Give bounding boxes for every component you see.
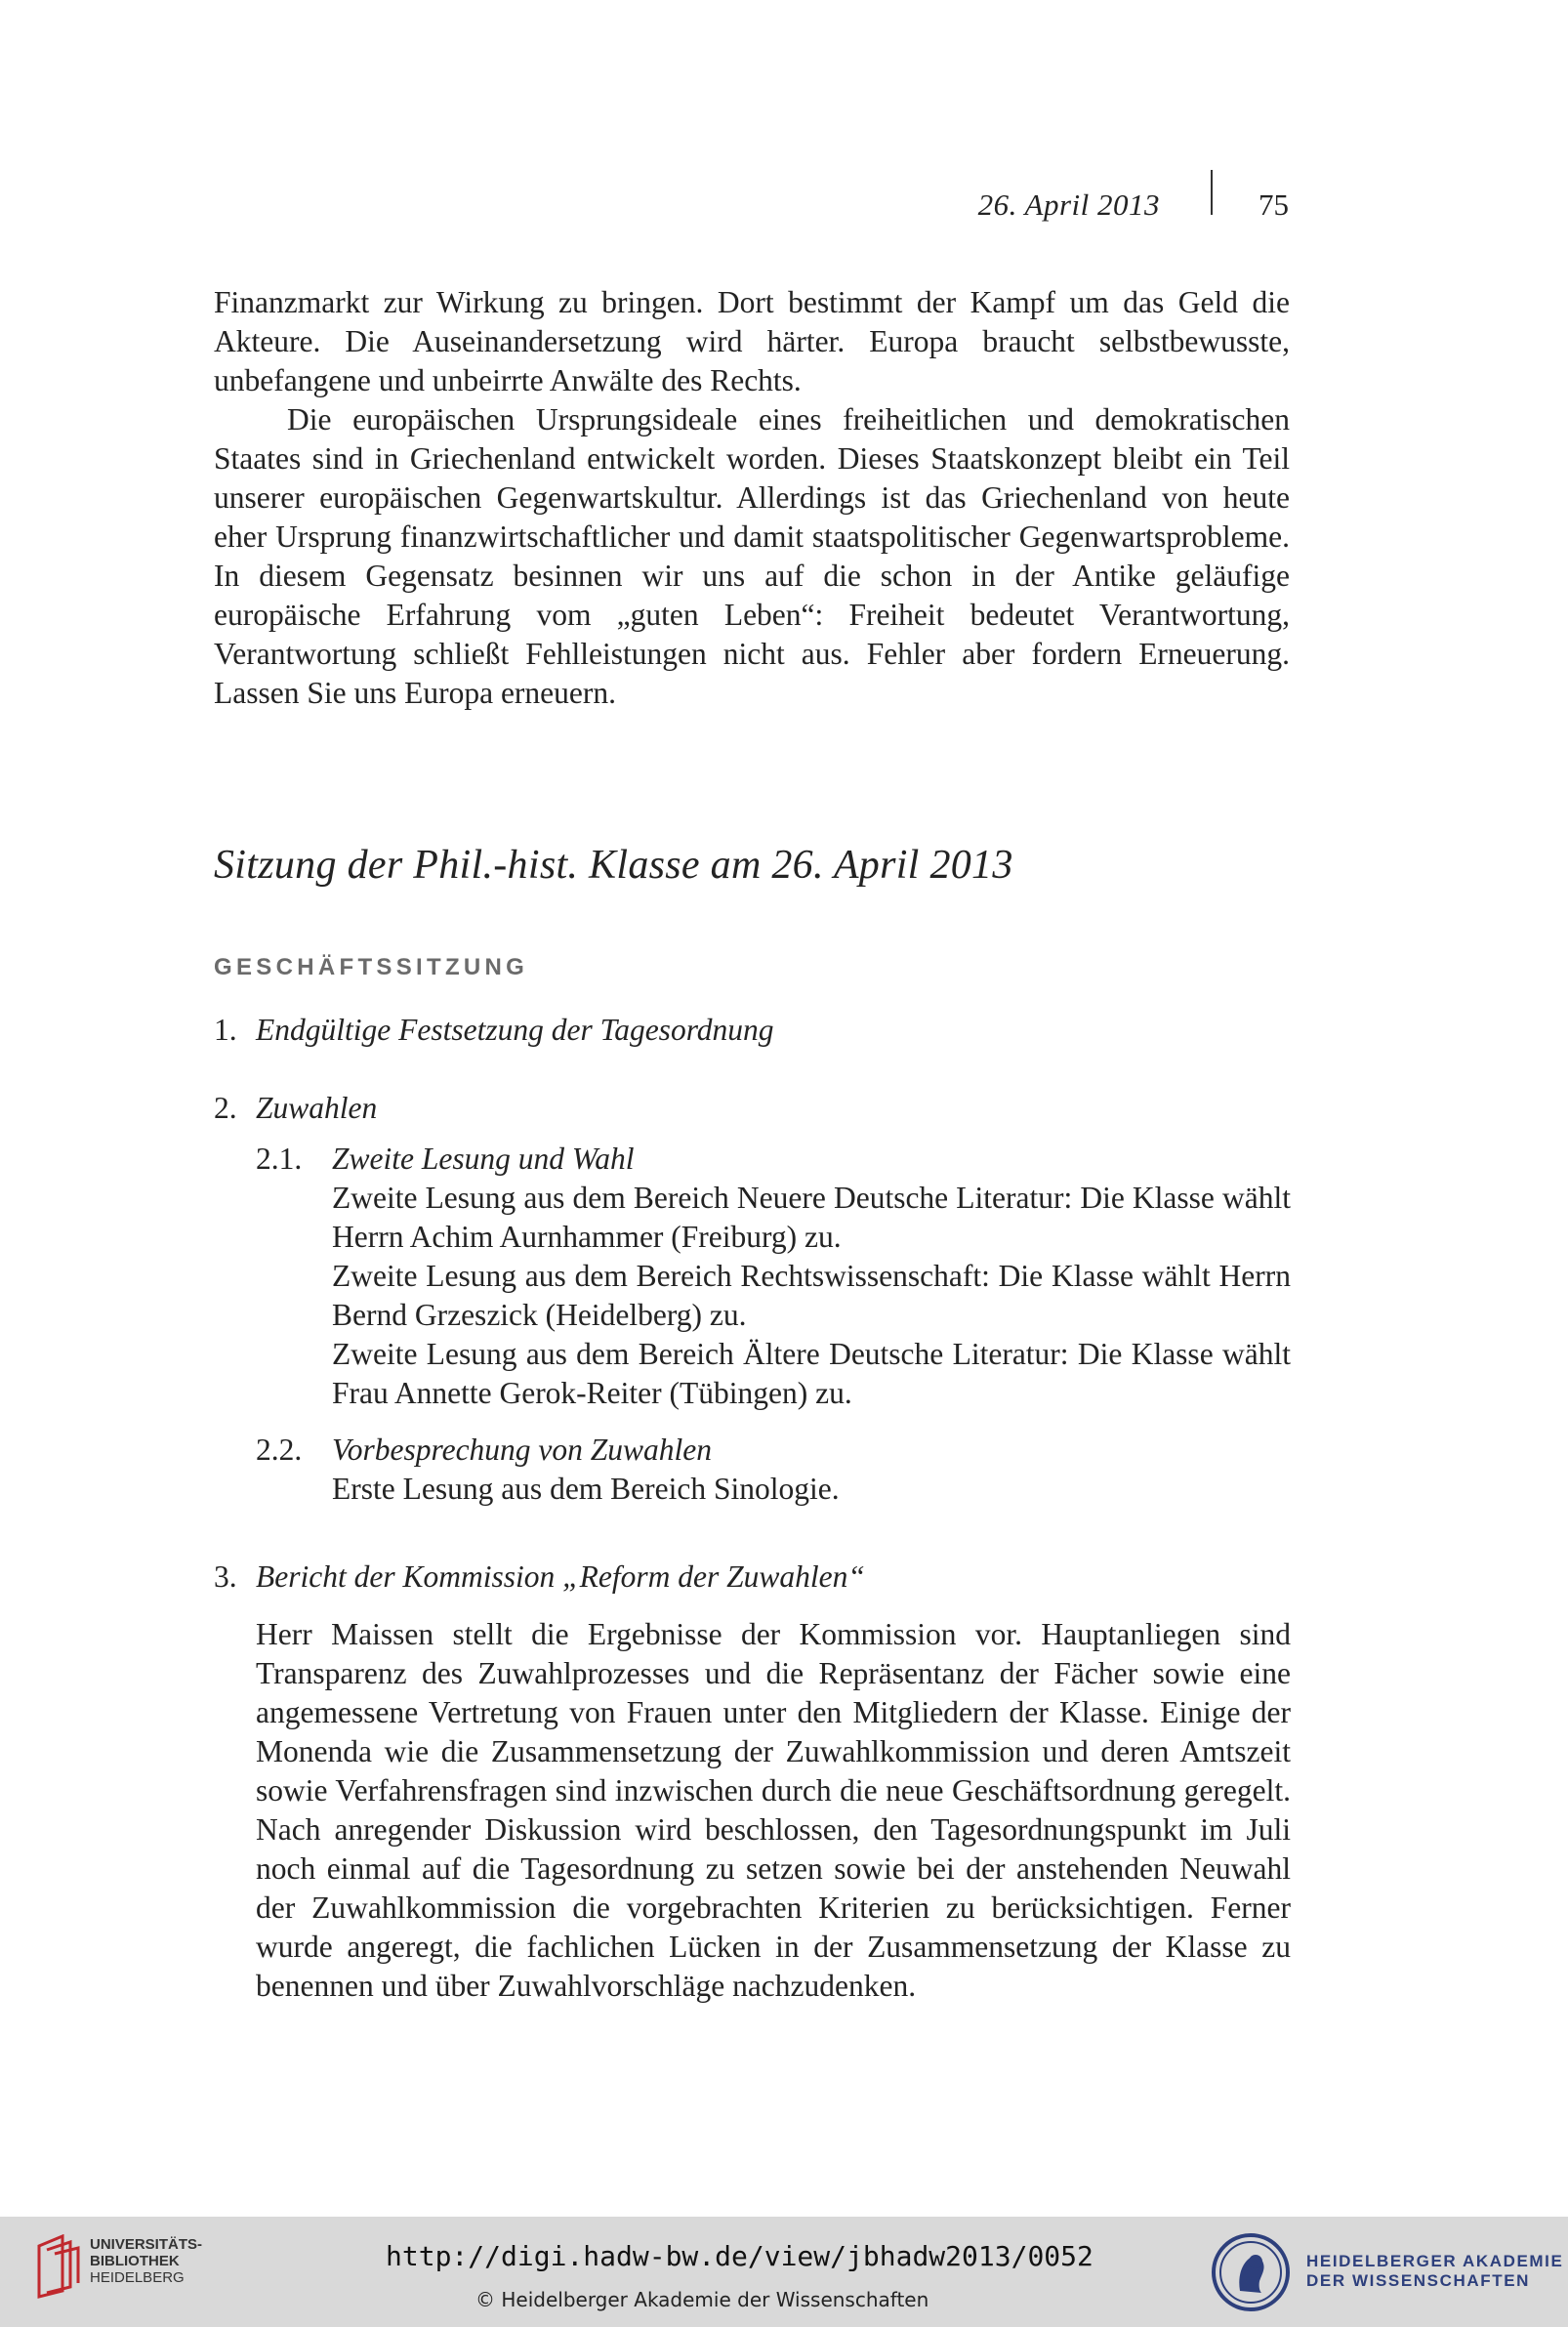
section-subtitle: GESCHÄFTSSITZUNG <box>214 954 529 980</box>
academy-line: HEIDELBERGER AKADEMIE <box>1306 2252 1564 2270</box>
intro-text <box>214 283 1290 713</box>
academy-seal-icon <box>1211 2232 1291 2312</box>
library-line: HEIDELBERG <box>90 2269 185 2286</box>
agenda-subtitle: Zweite Lesung und Wahl <box>332 1142 635 1176</box>
election-paragraph: Zweite Lesung aus dem Bereich Rechtswissenschaft: Die Klasse wählt Herrn Bernd Grzeszick (Heidelberg) zu. <box>332 1259 1291 1332</box>
footer-bar <box>0 2217 1568 2327</box>
running-head-date: 26. April 2013 <box>977 187 1160 222</box>
running-head <box>879 187 1289 227</box>
agenda-number: 2. <box>214 1091 237 1125</box>
intro-paragraph: Finanzmarkt zur Wirkung zu bringen. Dort bestimmt der Kampf um das Geld die Akteure. Die Auseinandersetzung wird härter. Europa braucht selbstbewusste, unbefangene und unbeirrte Anwälte des Rechts. <box>214 285 1290 397</box>
page-number: 75 <box>1259 187 1289 222</box>
agenda-item-3-text <box>256 1615 1291 2006</box>
intro-paragraph: Die europäischen Ursprungsideale eines freiheitlichen und demokratischen Staates sind in Griechenland entwickelt worden. Dieses Staatskonzept bleibt ein Teil unserer europäischen Gegenwartskultur. Allerdings ist das Griechenland von heute eher Ursprung finanzwirtschaftlicher und damit staatspolitischer Gegenwartsprobleme. In diesem Gegensatz besinnen wir uns auf die schon in der Antike geläufige europäische Erfahrung vom „guten Leben“: Freiheit bedeutet Verantwortung, Verantwortung schließt Fehlleistungen nicht aus. Fehler aber fordern Erneuerung. Lassen Sie uns Europa erneuern. <box>214 402 1290 710</box>
academy-name <box>1306 2252 1563 2291</box>
agenda-title: Endgültige Festsetzung der Tagesordnung <box>256 1013 774 1047</box>
agenda-title: Zuwahlen <box>256 1091 378 1125</box>
copyright-notice: © Heidelberger Akademie der Wissenschaften <box>475 2288 929 2311</box>
agenda-number: 2.2. <box>256 1433 303 1467</box>
agenda-number: 1. <box>214 1013 237 1047</box>
library-line: BIBLIOTHEK <box>90 2253 180 2269</box>
section-title: Sitzung der Phil.-hist. Klasse am 26. April 2013 <box>214 843 1013 888</box>
agenda-subitem-2-2-text <box>332 1470 1291 1509</box>
permalink-url[interactable]: http://digi.hadw-bw.de/view/jbhadw2013/0052 <box>386 2240 1093 2272</box>
agenda-subtitle: Vorbesprechung von Zuwahlen <box>332 1433 713 1467</box>
agenda-title: Bericht der Kommission „Reform der Zuwahlen“ <box>256 1559 865 1594</box>
election-paragraph: Zweite Lesung aus dem Bereich Neuere Deutsche Literatur: Die Klasse wählt Herrn Achim Aurnhammer (Freiburg) zu. <box>332 1181 1291 1254</box>
agenda-number: 3. <box>214 1559 237 1594</box>
library-line: UNIVERSITÄTS- <box>90 2236 203 2253</box>
university-library-logo-icon <box>29 2234 86 2299</box>
reading-paragraph: Erste Lesung aus dem Bereich Sinologie. <box>332 1472 840 1506</box>
agenda-number: 2.1. <box>256 1142 303 1176</box>
election-paragraph: Zweite Lesung aus dem Bereich Ältere Deutsche Literatur: Die Klasse wählt Frau Annette Gerok-Reiter (Tübingen) zu. <box>332 1337 1291 1410</box>
report-paragraph: Herr Maissen stellt die Ergebnisse der Kommission vor. Hauptanliegen sind Transparenz des Zuwahlprozesses und die Repräsentanz der Fächer sowie eine angemessene Vertretung von Frauen unter den Mitgliedern der Klasse. Einige der Monenda wie die Zusammensetzung der Zuwahlkommission und deren Amtszeit sowie Verfahrensfragen sind inzwischen durch die neue Geschäftsordnung geregelt. Nach anregender Diskussion wird beschlossen, den Tagesordnungspunkt im Juli noch einmal auf die Tagesordnung zu setzen sowie bei der anstehenden Neuwahl der Zuwahlkommission die vorgebrachten Kriterien zu berücksichtigen. Ferner wurde angeregt, die fachlichen Lücken in der Zusammensetzung der Klasse zu benennen und über Zuwahlvorschläge nachzudenken. <box>256 1617 1291 2003</box>
agenda-subitem-2-1-text <box>332 1179 1291 1413</box>
university-library-name <box>90 2236 202 2286</box>
academy-line: DER WISSENSCHAFTEN <box>1306 2271 1531 2290</box>
running-head-divider <box>1211 170 1213 215</box>
